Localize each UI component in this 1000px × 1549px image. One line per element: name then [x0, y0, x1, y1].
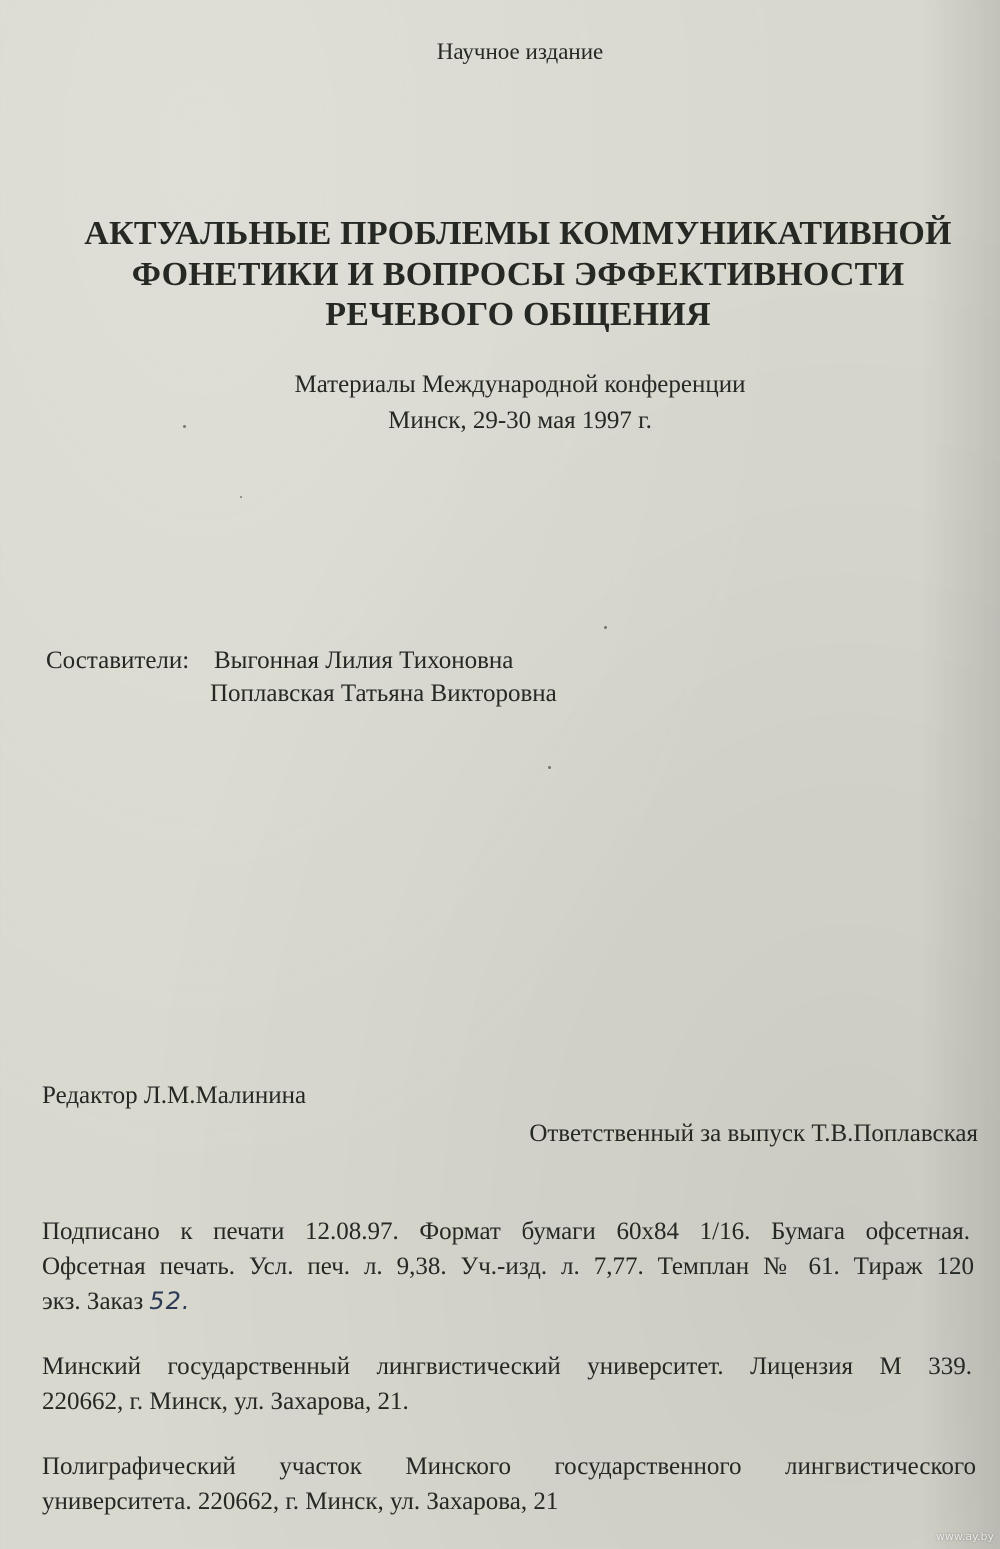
- book-title-line-2: ФОНЕТИКИ И ВОПРОСЫ ЭФФЕКТИВНОСТИ: [131, 256, 905, 293]
- paper-speck: [548, 766, 551, 769]
- subtitle-conference: Материалы Международной конференции: [294, 371, 746, 398]
- edition-type: Научное издание: [436, 39, 604, 64]
- paper-speck: [604, 626, 607, 629]
- editor-credit: Редактор Л.М.Малинина: [42, 1082, 307, 1109]
- responsible-credit: Ответственный за выпуск Т.В.Поплавская: [529, 1120, 978, 1147]
- imprint-line-2: Офсетная печать. Усл. печ. л. 9,38. Уч.-изд. л. 7,77. Темплан № 61. Тираж 120: [42, 1253, 974, 1280]
- paper-speck: [183, 425, 186, 428]
- imprint-order-label: экз. Заказ: [42, 1288, 144, 1315]
- publisher-line-1: Минский государственный лингвистический университет. Лицензия М 339.: [42, 1353, 972, 1380]
- subtitle-place-date: Минск, 29-30 мая 1997 г.: [388, 407, 652, 434]
- paper-speck: [240, 496, 242, 498]
- book-title-line-3: РЕЧЕВОГО ОБЩЕНИЯ: [325, 296, 711, 333]
- handwritten-order-number: 52.: [149, 1287, 191, 1315]
- watermark: www.ay.by: [935, 1530, 994, 1543]
- publisher-line-2: 220662, г. Минск, ул. Захарова, 21.: [42, 1388, 409, 1415]
- book-title-line-1: АКТУАЛЬНЫЕ ПРОБЛЕМЫ КОММУНИКАТИВНОЙ: [84, 215, 952, 252]
- imprint-line-3: [42, 1285, 190, 1318]
- printer-line-1: Полиграфический участок Минского государственного лингвистического: [42, 1453, 976, 1480]
- imprint-line-1: Подписано к печати 12.08.97. Формат бумаги 60x84 1/16. Бумага офсетная.: [42, 1218, 970, 1245]
- printer-line-2: университета. 220662, г. Минск, ул. Захарова, 21: [42, 1488, 559, 1515]
- compiler-name-1: Выгонная Лилия Тихоновна: [214, 647, 514, 674]
- compilers-label: Составители:: [46, 647, 190, 674]
- compiler-name-2: Поплавская Татьяна Викторовна: [210, 680, 557, 707]
